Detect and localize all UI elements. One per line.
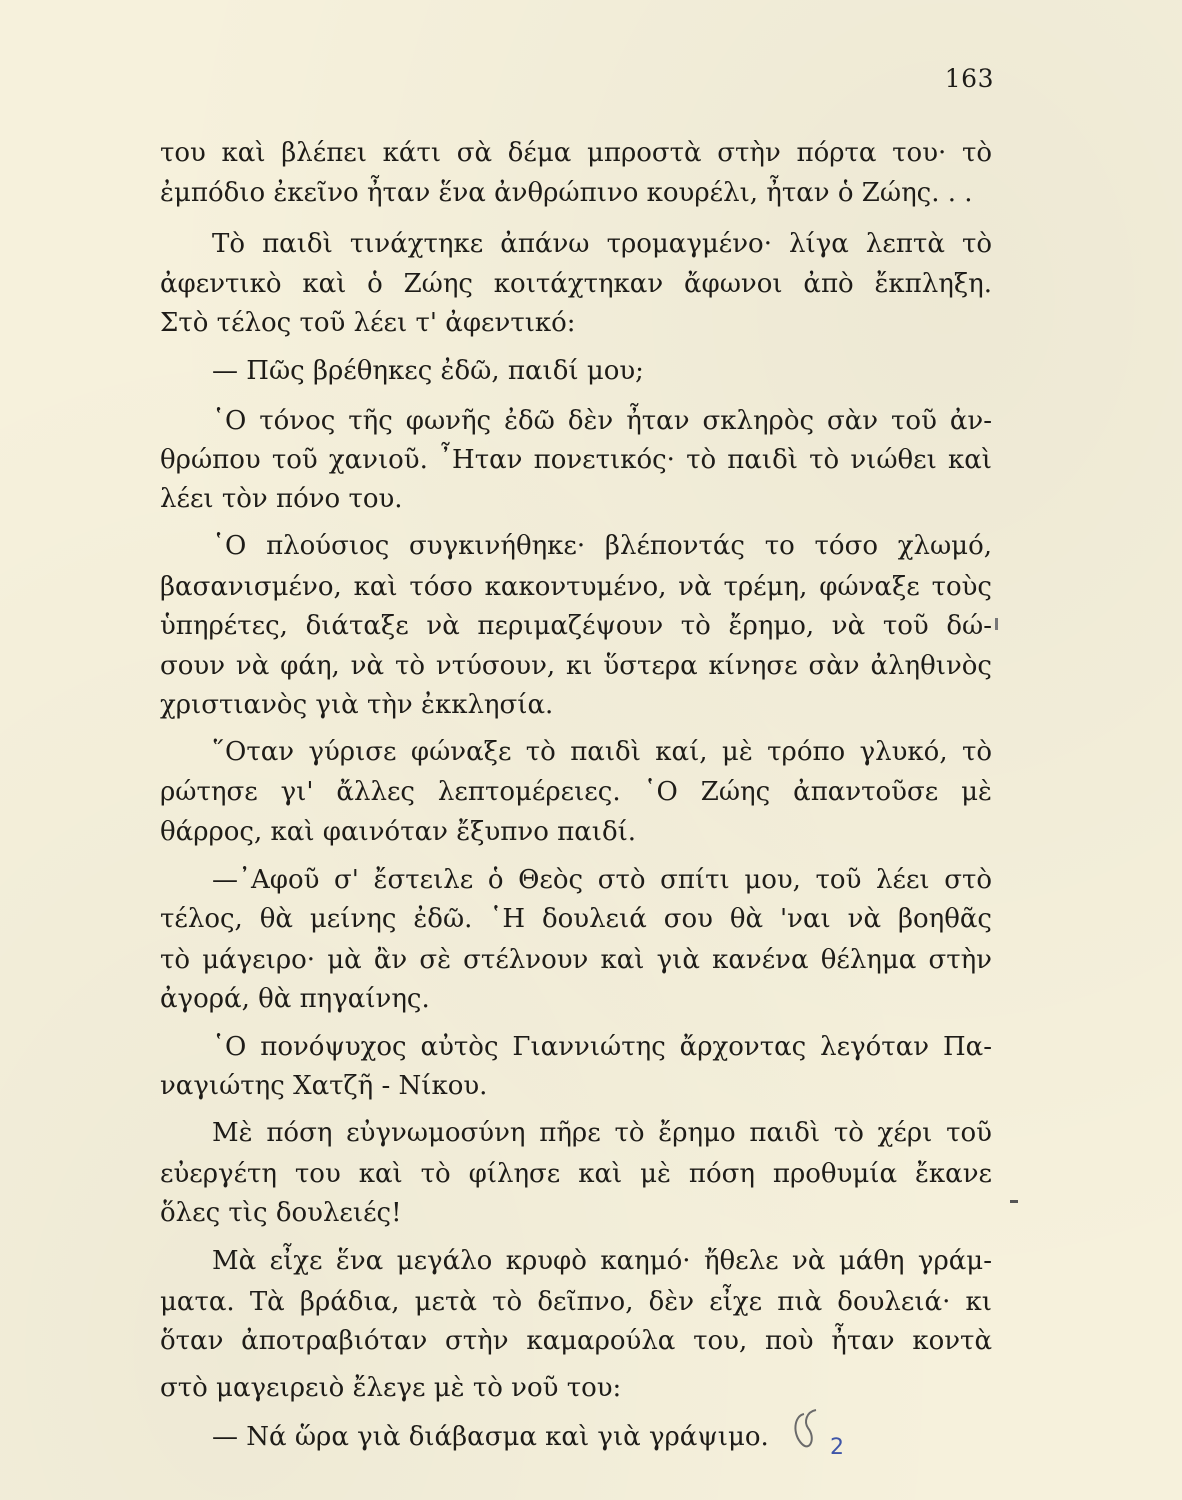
text-line: ναγιώτης Χατζῆ - Νίκου. — [160, 1071, 488, 1101]
text-line: Στὸ τέλος τοῦ λέει τ' ἀφεντικό: — [160, 308, 576, 338]
text-line: Τὸ παιδὶ τινάχτηκε ἀπάνω τρομαγμένο· λίγα λεπτὰ τὸ — [212, 229, 992, 259]
text-line: ῾Ο τόνος τῆς φωνῆς ἐδῶ δὲν ἦταν σκληρὸς σὰν τοῦ ἀν- — [212, 406, 992, 436]
text-line: ἀφεντικὸ καὶ ὁ Ζώης κοιτάχτηκαν ἄφωνοι ἀπὸ ἔκπληξη. — [160, 269, 992, 299]
text-line: Μὲ πόση εὐγνωμοσύνη πῆρε τὸ ἔρημο παιδὶ τὸ χέρι τοῦ — [212, 1118, 992, 1148]
text-line: λέει τὸν πόνο του. — [160, 484, 403, 514]
text-line: ἀγορά, θὰ πηγαίνης. — [160, 984, 430, 1014]
text-line: σουν νὰ φάη, νὰ τὸ ντύσουν, κι ὕστερα κίνησε σὰν ἀληθινὸς — [160, 651, 992, 681]
handwritten-note-text: 2 — [830, 1435, 844, 1460]
text-line: χριστιανὸς γιὰ τὴν ἐκκλησία. — [160, 690, 554, 720]
text-line: ὑπηρέτες, διάταξε νὰ περιμαζέψουν τὸ ἔρημο, νὰ τοῦ δώ- — [160, 611, 992, 641]
text-line: ἐμπόδιο ἐκεῖνο ἦταν ἕνα ἀνθρώπινο κουρέλι, ἦταν ὁ Ζώης. . . — [160, 178, 973, 208]
text-line: στὸ μαγειρειὸ ἔλεγε μὲ τὸ νοῦ του: — [160, 1373, 622, 1403]
text-line: ῾Ο πλούσιος συγκινήθηκε· βλέποντάς το τόσο χλωμό, — [212, 531, 992, 561]
text-line: Μὰ εἶχε ἕνα μεγάλο κρυφὸ καημό· ἤθελε νὰ μάθη γράμ- — [212, 1246, 992, 1276]
text-line: τέλος, θὰ μείνης ἐδῶ. ῾Η δουλειά σου θὰ 'ναι νὰ βοηθᾶς — [160, 904, 992, 934]
text-line: ματα. Τὰ βράδια, μετὰ τὸ δεῖπνο, δὲν εἶχε πιὰ δουλειά· κι — [160, 1287, 992, 1317]
text-line: τὸ μάγειρο· μὰ ἂν σὲ στέλνουν καὶ γιὰ κανένα θέλημα στὴν — [160, 945, 992, 975]
text-line: ὅλες τὶς δουλειές! — [160, 1198, 402, 1228]
page-number: 163 — [944, 64, 994, 93]
text-line: — Νά ὥρα γιὰ διάβασμα καὶ γιὰ γράψιμο. — [212, 1422, 769, 1452]
text-line: — Πῶς βρέθηκες ἐδῶ, παιδί μου; — [212, 356, 644, 386]
text-line: ρώτησε γι' ἄλλες λεπτομέρειες. ῾Ο Ζώης ἀπαντοῦσε μὲ — [160, 777, 992, 807]
text-line: βασανισμένο, καὶ τόσο κακοντυμένο, νὰ τρέμη, φώναξε τοὺς — [160, 572, 992, 602]
stray-ink-mark — [995, 618, 998, 630]
text-line: εὐεργέτη του καὶ τὸ φίλησε καὶ μὲ πόση προθυμία ἔκανε — [160, 1159, 992, 1189]
text-line: ὅταν ἀποτραβιόταν στὴν καμαρούλα του, ποὺ ἦταν κοντὰ — [160, 1326, 992, 1356]
text-line: ῞Οταν γύρισε φώναξε τὸ παιδὶ καί, μὲ τρόπο γλυκό, τὸ — [212, 737, 992, 767]
stray-ink-mark — [1010, 1200, 1018, 1203]
text-line: —᾿Αφοῦ σ' ἔστειλε ὁ Θεὸς στὸ σπίτι μου, τοῦ λέει στὸ — [212, 865, 992, 895]
text-line: θρώπου τοῦ χανιοῦ. ῏Ηταν πονετικός· τὸ παιδὶ τὸ νιώθει καὶ — [160, 445, 992, 475]
text-line: του καὶ βλέπει κάτι σὰ δέμα μπροστὰ στὴν πόρτα του· τὸ — [160, 138, 992, 168]
text-line: ῾Ο πονόψυχος αὐτὸς Γιαννιώτης ἄρχοντας λεγόταν Πα- — [212, 1032, 992, 1062]
text-line: θάρρος, καὶ φαινόταν ἔξυπνο παιδί. — [160, 817, 637, 847]
